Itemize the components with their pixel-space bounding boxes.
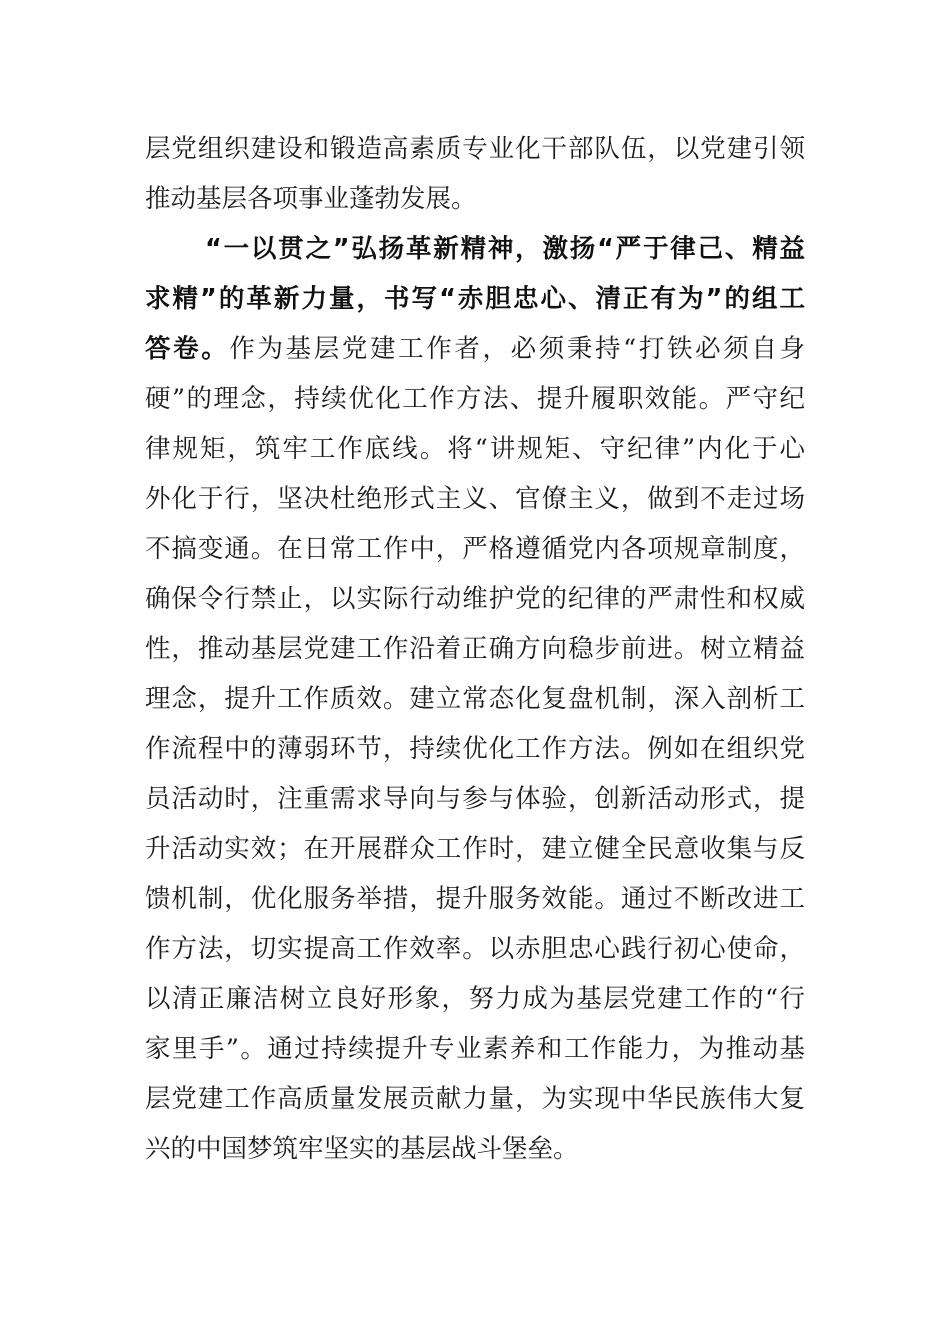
- text-line: 层党组织建设和锻造高素质专业化干部队伍，以党建引领: [145, 134, 805, 164]
- text-line: 不搞变通。在日常工作中，严格遵循党内各项规章制度，: [145, 534, 805, 564]
- text-line: 馈机制，优化服务举措，提升服务效能。通过不断改进工: [145, 884, 805, 914]
- text-line: 确保令行禁止，以实际行动维护党的纪律的严肃性和权威: [145, 584, 805, 614]
- text-line: 层党建工作高质量发展贡献力量，为实现中华民族伟大复: [145, 1084, 805, 1114]
- text-line: 升活动实效；在开展群众工作时，建立健全民意收集与反: [145, 834, 805, 864]
- text-line: 兴的中国梦筑牢坚实的基层战斗堡垒。: [145, 1134, 579, 1164]
- text-line-body: 作为基层党建工作者，必须秉持“打铁必须自身: [229, 334, 805, 364]
- section-heading-line: “一以贯之”弘扬革新精神，激扬“严于律己、精益: [205, 234, 805, 264]
- text-line: 理念，提升工作质效。建立常态化复盘机制，深入剖析工: [145, 684, 805, 714]
- section-heading-end: 答卷。: [145, 334, 230, 364]
- text-line: 作方法，切实提高工作效率。以赤胆忠心践行初心使命，: [145, 934, 805, 964]
- text-line-mixed: [145, 324, 805, 374]
- text-line: 推动基层各项事业蓬勃发展。: [145, 184, 477, 214]
- text-line: 员活动时，注重需求导向与参与体验，创新活动形式，提: [145, 784, 805, 814]
- text-line: 律规矩，筑牢工作底线。将“讲规矩、守纪律”内化于心: [145, 434, 805, 464]
- text-line: 作流程中的薄弱环节，持续优化工作方法。例如在组织党: [145, 734, 805, 764]
- text-line: 以清正廉洁树立良好形象，努力成为基层党建工作的“行: [145, 984, 805, 1014]
- section-heading-line: 求精”的革新力量，书写“赤胆忠心、清正有为”的组工: [145, 284, 805, 314]
- text-line: 家里手”。通过持续提升专业素养和工作能力，为推动基: [145, 1034, 805, 1064]
- text-line: 性，推动基层党建工作沿着正确方向稳步前进。树立精益: [145, 634, 805, 664]
- text-line: 外化于行，坚决杜绝形式主义、官僚主义，做到不走过场: [145, 484, 805, 514]
- text-line: 硬”的理念，持续优化工作方法、提升履职效能。严守纪: [145, 384, 805, 414]
